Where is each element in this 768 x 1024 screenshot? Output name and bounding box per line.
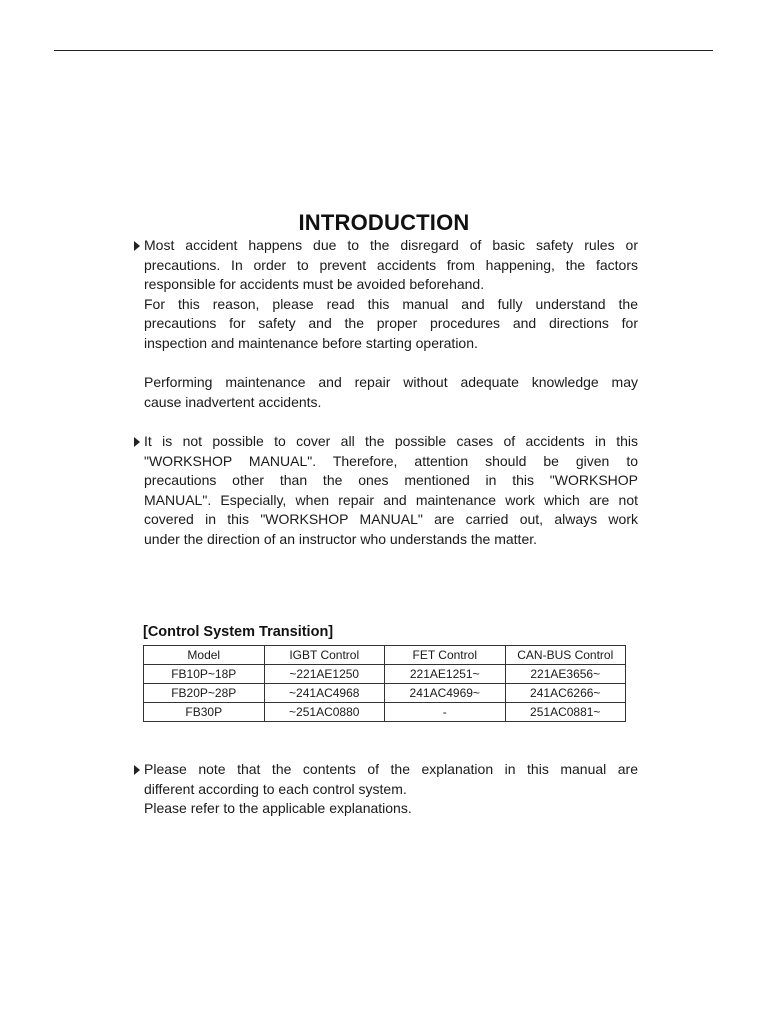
table-cell: 221AE3656~ bbox=[505, 665, 626, 684]
table-row bbox=[144, 665, 626, 684]
paragraph-workshop-manual bbox=[144, 432, 638, 549]
text-line: Most accident happens due to the disregard of basic safety rules or bbox=[144, 237, 638, 253]
table-cell: ~241AC4968 bbox=[264, 684, 385, 703]
table-header-row bbox=[144, 646, 626, 665]
table-cell: FB10P~18P bbox=[144, 665, 265, 684]
text-line: precautions. In order to prevent accidents from happening, the factors bbox=[144, 256, 638, 273]
table-cell: ~251AC0880 bbox=[264, 703, 385, 722]
table-cell: ~221AE1250 bbox=[264, 665, 385, 684]
text-line: responsible for accidents must be avoided beforehand. bbox=[144, 276, 485, 292]
header-fet-control: FET Control bbox=[385, 646, 506, 665]
table-row bbox=[144, 703, 626, 722]
control-system-table bbox=[143, 645, 626, 722]
paragraph-maintenance-knowledge bbox=[144, 373, 638, 412]
page-title: INTRODUCTION bbox=[298, 209, 470, 235]
text-line: under the direction of an instructor who understands the matter. bbox=[144, 530, 538, 547]
table-cell: 241AC4969~ bbox=[385, 684, 506, 703]
text-line: Please note that the contents of the explanation in this manual are bbox=[144, 761, 638, 777]
bullet-arrow-icon bbox=[134, 765, 140, 775]
table-cell: FB20P~28P bbox=[144, 684, 265, 703]
text-line: MANUAL". Especially, when repair and maintenance work which are not bbox=[144, 491, 638, 508]
text-line: covered in this "WORKSHOP MANUAL" are carried out, always work bbox=[144, 511, 638, 527]
table-cell: - bbox=[385, 703, 506, 722]
bullet-arrow-icon bbox=[134, 241, 140, 251]
text-line: For this reason, please read this manual and fully understand the bbox=[144, 295, 638, 312]
top-rule bbox=[54, 50, 713, 51]
text-line: It is not possible to cover all the possible cases of accidents in this bbox=[144, 433, 638, 449]
text-line: different according to each control system. bbox=[144, 780, 407, 797]
text-line: "WORKSHOP MANUAL". Therefore, attention should be given to bbox=[144, 452, 638, 469]
table-cell: 251AC0881~ bbox=[505, 703, 626, 722]
text-line: cause inadvertent accidents. bbox=[144, 393, 322, 410]
table-row bbox=[144, 684, 626, 703]
table-title: [Control System Transition] bbox=[143, 624, 334, 640]
paragraph-control-system-note bbox=[144, 760, 638, 819]
text-line: Please refer to the applicable explanations. bbox=[144, 800, 412, 816]
header-igbt-control: IGBT Control bbox=[264, 646, 385, 665]
table-cell: 221AE1251~ bbox=[385, 665, 506, 684]
header-can-bus-control: CAN-BUS Control bbox=[505, 646, 626, 665]
paragraph-safety-rules bbox=[144, 236, 638, 353]
bullet-arrow-icon bbox=[134, 437, 140, 447]
header-model: Model bbox=[144, 646, 265, 665]
table-cell: FB30P bbox=[144, 703, 265, 722]
text-line: precautions other than the ones mentioned in this "WORKSHOP bbox=[144, 472, 638, 488]
text-line: precautions for safety and the proper procedures and directions for bbox=[144, 315, 638, 331]
table-cell: 241AC6266~ bbox=[505, 684, 626, 703]
text-line: inspection and maintenance before starting operation. bbox=[144, 334, 478, 351]
text-line: Performing maintenance and repair without adequate knowledge may bbox=[144, 374, 638, 390]
